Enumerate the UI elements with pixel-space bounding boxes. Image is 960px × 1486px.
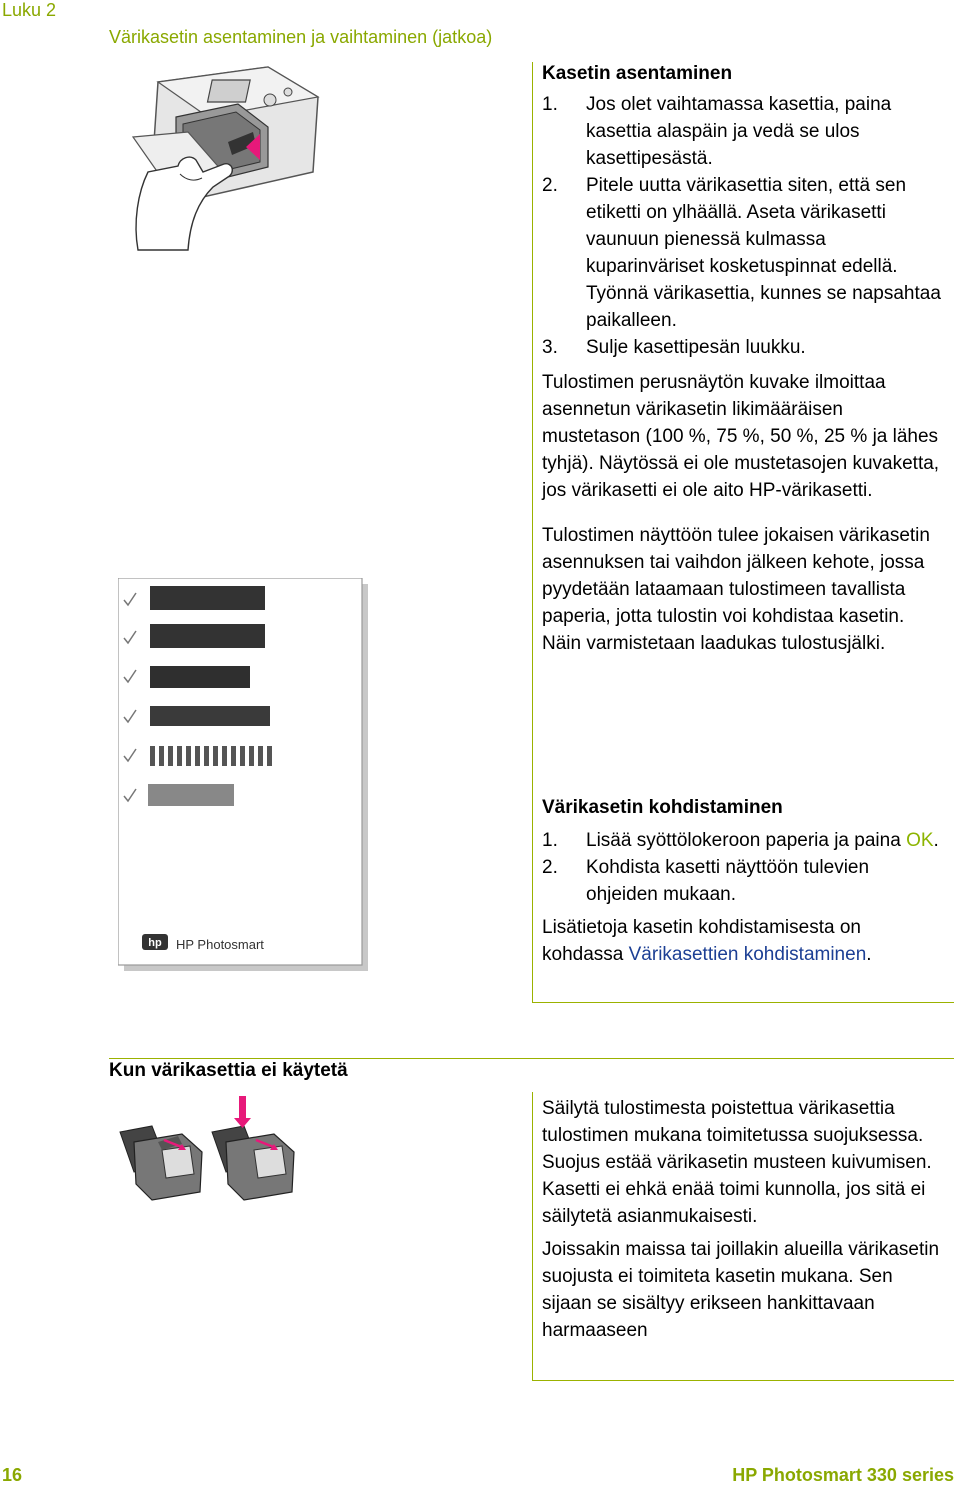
install-steps bbox=[542, 91, 942, 361]
alignment-prompt-paragraph: Tulostimen näyttöön tulee jokaisen värikasetin asennuksen tai vaihdon jälkeen kehote, jossa pyydetään lataamaan tulostimeen tavallista paperia, jotta tulostin voi kohdistaa kasetin. Näin varmistetaan laadukas tulostusjälki. bbox=[542, 525, 930, 654]
storage-paragraph-1: Säilytä tulostimesta poistettua värikasettia tulostimen mukana toimitetussa suojuksessa. Suojus estää värikasetin musteen kuivumisen. Kasetti ei ehkä enää toimi kunnolla, jos sitä ei säilytetä asianmukaisesti. bbox=[542, 1098, 932, 1227]
install-step-1: 1. Jos olet vaihtamassa kasettia, paina kasettia alaspäin ja vedä se ulos kasettipesästä. bbox=[542, 94, 892, 169]
install-section bbox=[542, 60, 942, 657]
chapter-label: Luku 2 bbox=[2, 0, 57, 20]
align-cartridges-link[interactable]: Värikasettien kohdistaminen bbox=[628, 944, 867, 965]
align-heading: Värikasetin kohdistaminen bbox=[542, 797, 783, 818]
install-step-3: 3. Sulje kasettipesän luukku. bbox=[542, 337, 806, 358]
install-heading: Kasetin asentaminen bbox=[542, 63, 733, 84]
cartridge-protector-illustration bbox=[112, 1092, 302, 1204]
section-bottom-rule bbox=[532, 1002, 954, 1003]
ok-button-label: OK bbox=[906, 830, 934, 851]
column-divider bbox=[532, 62, 533, 1002]
install-step-2: 2. Pitele uutta värikasettia siten, että sen etiketti on ylhäällä. Aseta värikasetti vaunuun pienessä kulmassa kuparinväriset kosketuspinnat edellä. Työnnä värikasettia, kunnes se napsahtaa paikalleen. bbox=[542, 175, 941, 331]
ink-level-paragraph: Tulostimen perusnäytön kuvake ilmoittaa asennetun värikasetin likimääräisen mustetason (100 %, 75 %, 50 %, 25 % ja lähes tyhjä). Näytössä ei ole mustetasojen kuvaketta, jos värikasetti ei ole aito HP-värikasetti. bbox=[542, 372, 940, 501]
storage-bottom-rule bbox=[532, 1380, 954, 1381]
storage-text bbox=[542, 1095, 942, 1344]
page-number: 16 bbox=[2, 1465, 23, 1485]
storage-top-rule bbox=[109, 1058, 954, 1059]
hp-logo-text: hp bbox=[148, 937, 162, 949]
hp-photosmart-brand: HP Photosmart bbox=[176, 937, 264, 952]
printer-illustration bbox=[128, 62, 323, 252]
storage-heading: Kun värikasettia ei käytetä bbox=[109, 1060, 348, 1081]
section-subtitle: Värikasetin asentaminen ja vaihtaminen (jatkoa) bbox=[109, 27, 493, 47]
alignment-page-illustration bbox=[118, 578, 370, 973]
cartridge-protector-icon bbox=[112, 1092, 302, 1204]
align-step-1: 1. Lisää syöttölokeroon paperia ja paina OK. bbox=[542, 830, 939, 851]
alignment-page-image bbox=[118, 578, 370, 973]
printer-cartridge-insert-icon bbox=[128, 62, 323, 252]
product-name: HP Photosmart 330 series bbox=[732, 1465, 954, 1485]
align-steps bbox=[542, 827, 942, 908]
storage-column-divider bbox=[532, 1092, 533, 1380]
align-step-2: 2. Kohdista kasetti näyttöön tulevien ohjeiden mukaan. bbox=[542, 857, 870, 905]
align-info-paragraph: Lisätietoja kasetin kohdistamisesta on kohdassa Värikasettien kohdistaminen. bbox=[542, 917, 872, 965]
storage-paragraph-2: Joissakin maissa tai joillakin alueilla värikasetin suojusta ei toimiteta kasetin mukana. Sen sijaan se sisältyy erikseen hankittavaan harmaaseen bbox=[542, 1239, 940, 1341]
align-section bbox=[542, 794, 942, 968]
